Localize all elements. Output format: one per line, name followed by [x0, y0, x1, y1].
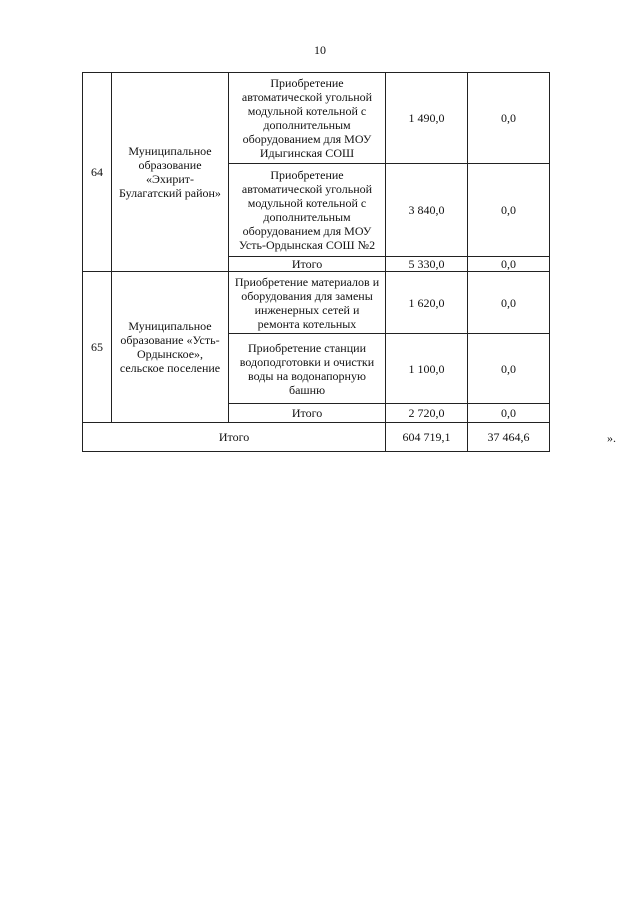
grand-total-label: Итого: [83, 423, 386, 452]
subtotal-value2: 0,0: [468, 404, 550, 423]
activity-cell: Приобретение автоматической угольной модульной котельной с дополнительным оборудованием для МОУ Идыгинская СОШ: [229, 73, 386, 164]
municipality-cell: Муниципальное образование «Усть-Ордынское», сельское поселение: [112, 272, 229, 423]
value1-cell: 1 100,0: [386, 334, 468, 404]
table-row: [83, 73, 550, 164]
subtotal-label: Итого: [229, 257, 386, 272]
page-number: 10: [314, 43, 326, 57]
value2-cell: 0,0: [468, 164, 550, 257]
subtotal-value2: 0,0: [468, 257, 550, 272]
value2-cell: 0,0: [468, 73, 550, 164]
row-number: 64: [83, 73, 112, 272]
grand-total-row: [83, 423, 550, 452]
activity-cell: Приобретение станции водоподготовки и очистки воды на водонапорную башню: [229, 334, 386, 404]
activity-cell: Приобретение автоматической угольной модульной котельной с дополнительным оборудованием для МОУ Усть-Ордынская СОШ №2: [229, 164, 386, 257]
subtotal-value1: 2 720,0: [386, 404, 468, 423]
subtotal-value1: 5 330,0: [386, 257, 468, 272]
value1-cell: 1 620,0: [386, 272, 468, 334]
activity-cell: Приобретение материалов и оборудования для замены инженерных сетей и ремонта котельных: [229, 272, 386, 334]
grand-total-value2: 37 464,6: [468, 423, 550, 452]
closing-quote-mark: ».: [607, 431, 616, 445]
value2-cell: 0,0: [468, 334, 550, 404]
value1-cell: 3 840,0: [386, 164, 468, 257]
municipality-cell: Муниципальное образование «Эхирит-Булагатский район»: [112, 73, 229, 272]
grand-total-value1: 604 719,1: [386, 423, 468, 452]
budget-table: [82, 72, 550, 452]
subtotal-label: Итого: [229, 404, 386, 423]
value1-cell: 1 490,0: [386, 73, 468, 164]
value2-cell: 0,0: [468, 272, 550, 334]
row-number: 65: [83, 272, 112, 423]
table-row: [83, 272, 550, 334]
